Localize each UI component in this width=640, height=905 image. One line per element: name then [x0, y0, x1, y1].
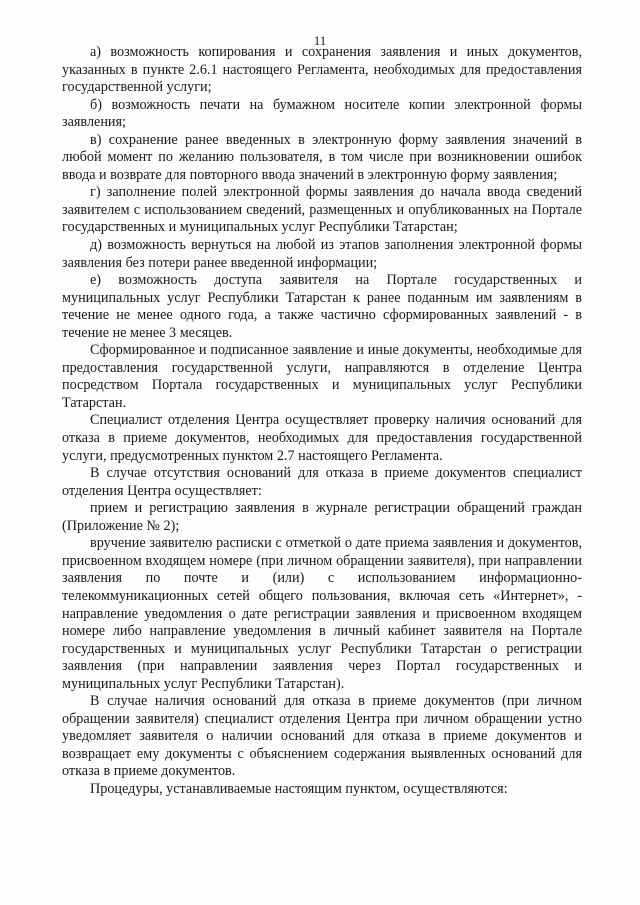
- paragraph-item-v: в) сохранение ранее введенных в электронную форму заявления значений в любой момент по желанию пользователя, в том числе при возникновении ошибок ввода и возврате для повторного ввода значений в электронную форму заявления;: [62, 131, 582, 183]
- paragraph-receipt: вручение заявителю расписки с отметкой о дате приема заявления и документов, присвоенном входящем номере (при личном обращении заявителя), при направлении заявления по почте и (или) с использованием информационно-телекоммуникационных сетей общего пользования, включая сеть «Интернет», - направление уведомления о дате регистрации заявления и присвоенном входящем номере либо направление уведомления в личный кабинет заявителя на Портале государственных и муниципальных услуг Республики Татарстан о регистрации заявления (при направлении заявления через Портал государственных и муниципальных услуг Республики Татарстан).: [62, 535, 582, 692]
- paragraph-registration: прием и регистрацию заявления в журнале регистрации обращений граждан (Приложение № 2);: [62, 500, 582, 534]
- paragraph-verification: Специалист отделения Центра осуществляет проверку наличия оснований для отказа в приеме документов, необходимых для предоставления государственной услуги, предусмотренных пунктом 2.7 настоящего Регламента.: [62, 412, 582, 464]
- paragraph-refusal: В случае наличия оснований для отказа в приеме документов (при личном обращении заявителя) специалист отделения Центра при личном обращении устно уведомляет заявителя о наличии оснований для отказа в приеме документов и возвращает ему документы с объяснением содержания выявленных оснований для отказа в приеме документов.: [62, 693, 582, 780]
- paragraph-item-b: б) возможность печати на бумажном носителе копии электронной формы заявления;: [62, 96, 582, 131]
- paragraph-submission: Сформированное и подписанное заявление и иные документы, необходимые для предоставления государственной услуги, направляются в отделение Центра посредством Портала государственных и муниципальных услуг Республики Татарстан.: [62, 342, 582, 411]
- document-body: [62, 44, 582, 799]
- paragraph-item-a: а) возможность копирования и сохранения заявления и иных документов, указанных в пункте 2.6.1 настоящего Регламента, необходимых для предоставления государственной услуги;: [62, 44, 582, 96]
- page-number: 11: [313, 33, 327, 48]
- paragraph-item-d: д) возможность вернуться на любой из этапов заполнения электронной формы заявления без потери ранее введенной информации;: [62, 237, 582, 271]
- paragraph-item-e: е) возможность доступа заявителя на Портале государственных и муниципальных услуг Республики Татарстан к ранее поданным им заявлениям в течение не менее одного года, а также частично сформированных заявлений - в течение не менее 3 месяцев.: [62, 272, 582, 341]
- paragraph-procedures: Процедуры, устанавливаемые настоящим пунктом, осуществляются:: [90, 780, 508, 797]
- paragraph-no-grounds: В случае отсутствия оснований для отказа в приеме документов специалист отделения Центра осуществляет:: [62, 465, 582, 499]
- paragraph-item-g: г) заполнение полей электронной формы заявления до начала ввода сведений заявителем с использованием сведений, размещенных и опубликованных на Портале государственных и муниципальных услуг Республики Татарстан;: [62, 184, 582, 236]
